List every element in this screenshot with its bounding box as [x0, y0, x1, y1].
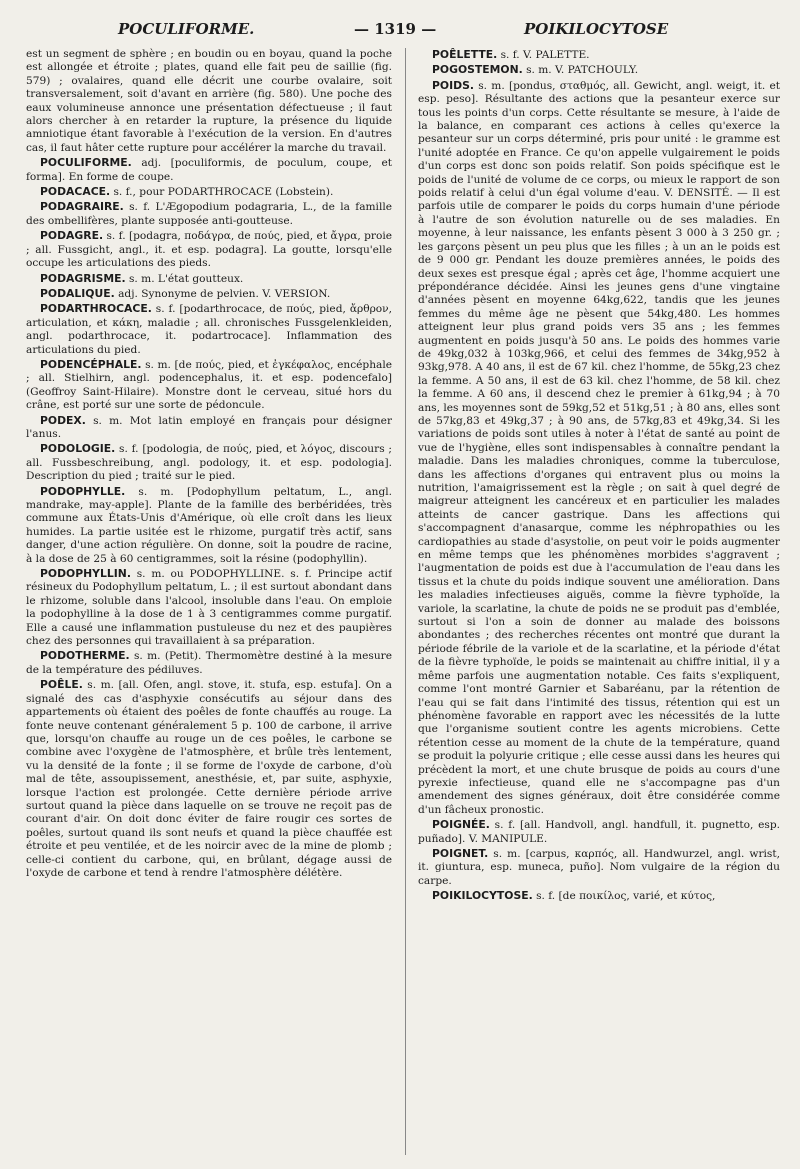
dictionary-entry	[418, 847, 780, 888]
entry-body: s. m. V. PATCHOULY.	[526, 64, 639, 77]
dictionary-entry	[26, 485, 392, 566]
entry-headword: POIGNÉE.	[432, 818, 490, 832]
entry-headword: PODACACE.	[40, 185, 111, 199]
page-header	[118, 20, 786, 42]
entry-body: s. m. ou PODOPHYLLINE. s. f. Principe actif résineux du Podophyllum peltatum, L. ; il est surtout abondant dans le rhizome, soluble dans l'alcool, insoluble dans l'eau. On emploie la podophylline à la dose de 1 à 3 centigrammes comme purgatif. Elle a causé une inflammation pustuleuse du nez et des paupières chez des personnes qui travaillaient à sa préparation.	[26, 568, 392, 648]
left-column	[26, 48, 392, 1157]
entry-headword: POGOSTEMON.	[432, 63, 523, 77]
entry-headword: PODOTHERME.	[40, 649, 130, 663]
dictionary-entry	[26, 358, 392, 413]
entry-body: s. m. (Petit). Thermomètre destiné à la mesure de la température des pédiluves.	[26, 650, 392, 676]
dictionary-entry	[26, 185, 392, 199]
entry-body: s. m. L'état goutteux.	[128, 272, 244, 285]
entry-body: s. m. [de πούς, pied, et ἐγκέφαλος, encéphale ; all. Stielhirn, angl. podencephalus, it. et esp. podencefalo] (Geoffroy Saint-Hilaire). Monstre dont le cerveau, situé hors du crâne, est porté sur une sorte de pédoncule.	[26, 358, 392, 412]
entry-headword: POIKILOCYTOSE.	[432, 889, 533, 903]
entry-headword: PODOPHYLLE.	[40, 484, 126, 498]
column-divider	[405, 48, 406, 1155]
entry-body: s. m. Mot latin employé en français pour désigner l'anus.	[26, 414, 392, 440]
entry-body: s. f. [podarthrocace, de πούς, pied, ἄρθρον, articulation, et κάκη, maladie ; all. chronisches Fussgelenkleiden, angl. podarthrocace, it. podartrocace]. Inflammation des articulations du pied.	[26, 303, 392, 356]
entry-body: s. f., pour PODARTHROCACE (Lobstein).	[113, 186, 334, 199]
right-column	[418, 48, 780, 1157]
dictionary-entry	[26, 200, 392, 228]
entry-headword: PODEX.	[40, 413, 86, 427]
running-head-left: POCULIFORME.	[118, 20, 255, 38]
page-number: — 1319 —	[354, 20, 437, 38]
entry-body: s. f. V. PALETTE.	[500, 49, 590, 61]
dictionary-entry	[418, 818, 780, 846]
entry-body: s. f. [podologia, de πούς, pied, et λόγος, discours ; all. Fussbeschreibung, angl. podology, it. et esp. podologia]. Description du pied ; traité sur le pied.	[26, 443, 392, 483]
entry-headword: POÊLE.	[40, 678, 83, 692]
dictionary-entry	[418, 889, 780, 903]
dictionary-entry	[26, 567, 392, 648]
entry-headword: POÊLETTE.	[432, 48, 498, 61]
entry-headword: PODOLOGIE.	[40, 442, 116, 456]
entry-body: adj. [poculiformis, de poculum, coupe, et forma]. En forme de coupe.	[26, 157, 392, 183]
entry-headword: POCULIFORME.	[40, 156, 132, 170]
entry-headword: PODAGRE.	[40, 229, 104, 243]
dictionary-entry	[418, 79, 780, 817]
dictionary-entry	[26, 649, 392, 677]
dictionary-entry	[26, 287, 392, 301]
dictionary-entry	[26, 156, 392, 184]
entry-body: s. m. [all. Ofen, angl. stove, it. stufa, esp. estufa]. On a signalé des cas d'asphyxie consécutifs au séjour dans des appartements où étaient des poêles de fonte chauffés au rouge. La fonte neuve contenant généralement 5 p. 100 de carbone, il arrive que, lorsqu'on chauffe au rouge un de ces poêles, le carbone se combine avec l'oxygène de l'atmosphère, et brûle très lentement, vu la densité de la fonte ; il se forme de l'oxyde de carbone, d'où mal de tête, assoupissement, anesthésie, et, par suite, asphyxie, lorsque l'action est prolongée. Cette dernière période arrive surtout quand la pièce dans laquelle on se trouve ne reçoit pas de courant d'air. On doit donc éviter de faire rougir ces sortes de poêles, surtout quand ils sont neufs et quand la pièce chauffée est étroite et peu ventilée, et de les noircir avec de la mine de plomb ; celle-ci contient du carbone, qui, en brûlant, dégage aussi de l'oxyde de carbone et tend à rendre l'atmosphère délétère.	[26, 679, 392, 879]
dictionary-entry	[26, 678, 392, 880]
entry-body: s. f. L'Ægopodium podagraria, L., de la famille des ombellifères, plante supposée anti-goutteuse.	[26, 201, 392, 227]
entry-headword: POIDS.	[432, 78, 474, 92]
entry-headword: POIGNET.	[432, 846, 489, 860]
dictionary-entry	[26, 442, 392, 483]
entry-body: s. f. [podagra, ποδάγρα, de πούς, pied, et ἄγρα, proie ; all. Fussgicht, angl., it. et esp. podagra]. La goutte, lorsqu'elle occupe les articulations des pieds.	[26, 230, 392, 270]
entry-body: s. f. [all. Handvoll, angl. handfull, it. pugnetto, esp. puñado]. V. MANIPULE.	[418, 819, 780, 845]
entry-headword: PODENCÉPHALE.	[40, 357, 142, 371]
dictionary-entry	[26, 229, 392, 270]
dictionary-entry	[26, 302, 392, 357]
entry-body: s. f. [de ποικίλος, varié, et κύτος,	[536, 890, 716, 903]
running-head-right: POIKILOCYTOSE	[524, 20, 669, 38]
entry-body: est un segment de sphère ; en boudin ou en boyau, quand la poche est allongée et étroite ; plates, quand elle fait peu de saillie (fig. 579) ; ovalaires, quand elle décrit une courbe ovalaire, soit transversalement, soit d'avant en arrière (fig. 580). Une poche des eaux volumineuse annonce une présentation défectueuse ; il faut alors chercher à en retarder la rupture, la présence du liquide amniotique étant favorable à l'exécution de la version. En d'autres cas, il faut hâter cette rupture pour accélérer la marche du travail.	[26, 48, 392, 154]
entry-body: s. m. [pondus, σταθμός, all. Gewicht, angl. weigt, it. et esp. peso]. Résultante des actions que la pesanteur exerce sur tous les points d'un corps. Cette résultante se mesure, à l'aide de la balance, en comparant ces actions à celles qu'exerce la pesanteur sur un corps déterminé, pris pour unité : le gramme est l'unité adoptée en France. Ce qu'on appelle vulgairement le poids d'un corps est donc son poids relatif. Son poids spécifique est le poids de l'unité de volume de ce corps, ou mieux le rapport de son poids relatif à celui d'un égal volume d'eau. V. DENSITÉ. — Il est parfois utile de comparer le poids du corps humain d'une période à l'autre de son évolution naturelle ou de ses maladies. En moyenne, à leur naissance, les enfants pèsent 3 000 à 3 250 gr. ; les garçons pèsent un peu plus que les filles ; à un an le poids est de 9 000 gr. Pendant les douze premières années, le poids des deux sexes est presque égal ; après cet âge, l'homme acquiert une prépondérance décidée. Ainsi les jeunes gens d'une vingtaine d'années pèsent en moyenne 64kg,622, tandis que les jeunes femmes du même âge ne pèsent que 54kg,480. Les hommes atteignent leur plus grand poids vers 35 ans ; les femmes augmentent en poids jusqu'à 50 ans. Le poids des hommes varie de 49kg,032 à 103kg,966, et celui des femmes de 34kg,952 à 93kg,978. A 40 ans, il est de 67 kil. chez l'homme, de 55kg,23 chez la femme. A 50 ans, il est de 63 kil. chez l'homme, de 58 kil. chez la femme. A 60 ans, il descend chez le premier à 61kg,94 ; à 70 ans, les moyennes sont de 59kg,52 et 51kg,51 ; à 80 ans, elles sont de 57kg,83 et 49kg,37 ; à 90 ans, de 57kg,83 et 49kg,34. Si les variations de poids sont utiles à noter à l'état de santé au point de vue de l'hygiène, elles sont indispensables à connaître pendant la maladie. Dans les maladies chroniques, comme la tuberculose, dans les affections d'organes qui entravent plus ou moins la nutrition, l'amaigrissement est la règle ; on sait à quel degré de maigreur atteignent les cancéreux et en particulier les malades atteints de cancer gastrique. Dans les affections qui s'accompagnent d'anasarque, comme les néphropathies ou les cardiopathies au stade d'asystolie, on peut voir le poids augmenter en même temps que les phénomènes morbides s'aggravent ; l'augmentation de poids est due à l'accumulation de l'eau dans les tissus et la chute du poids indique souvent une amélioration. Dans les maladies infectieuses aiguës, comme la fièvre typhoïde, la variole, la scarlatine, la chute de poids ne se produit pas d'emblée, surtout si l'on a soin de donner au malade des boissons abondantes ; des recherches récentes ont montré que durant la période fébrile de la variole et de la scarlatine, et la période d'état de la fièvre typhoïde, le poids se maintenait au chiffre initial, il y a même parfois une augmentation notable. Ces faits s'expliquent, comme l'ont montré Garnier et Sabaréanu, par la rétention de l'eau qui se fait dans l'intimité des tissus, rétention qui est un phénomène favorable en rapport avec les nécessités de la lutte que l'organisme soutient contre les agents microbiens. Cette rétention cesse au moment de la chute de la température, quand se produit la polyurie critique ; elle cesse aussi dans les heures qui précèdent la mort, et une chute brusque de poids au cours d'une pyrexie infectieuse, quand elle ne s'accompagne pas d'un amendement des signes généraux, doit être considérée comme d'un fâcheux pronostic.	[418, 79, 780, 816]
entry-headword: PODALIQUE.	[40, 286, 115, 300]
entry-headword: PODARTHROCACE.	[40, 302, 152, 316]
dictionary-entry	[26, 414, 392, 442]
dictionary-entry	[418, 63, 780, 77]
entry-headword: PODOPHYLLIN.	[40, 567, 131, 581]
dictionary-entry	[418, 48, 780, 62]
entry-headword: PODAGRAIRE.	[40, 200, 124, 214]
dictionary-entry	[26, 272, 392, 286]
dictionary-entry	[26, 48, 392, 155]
entry-body: s. m. [Podophyllum peltatum, L., angl. mandrake, may-apple]. Plante de la famille des berbéridées, très commune aux États-Unis d'Amérique, où elle croît dans les lieux humides. La partie usitée est le rhizome, purgatif très actif, sans danger, d'une action régulière. On donne, soit la poudre de racine, à la dose de 25 à 60 centigrammes, soit la résine (podophyllin).	[26, 485, 392, 565]
entry-body: adj. Synonyme de pelvien. V. VERSION.	[118, 287, 331, 300]
entry-headword: PODAGRISME.	[40, 271, 126, 285]
entry-body: s. m. [carpus, καρπός, all. Handwurzel, angl. wrist, it. giuntura, esp. muneca, puño]. Nom vulgaire de la région du carpe.	[418, 847, 780, 887]
